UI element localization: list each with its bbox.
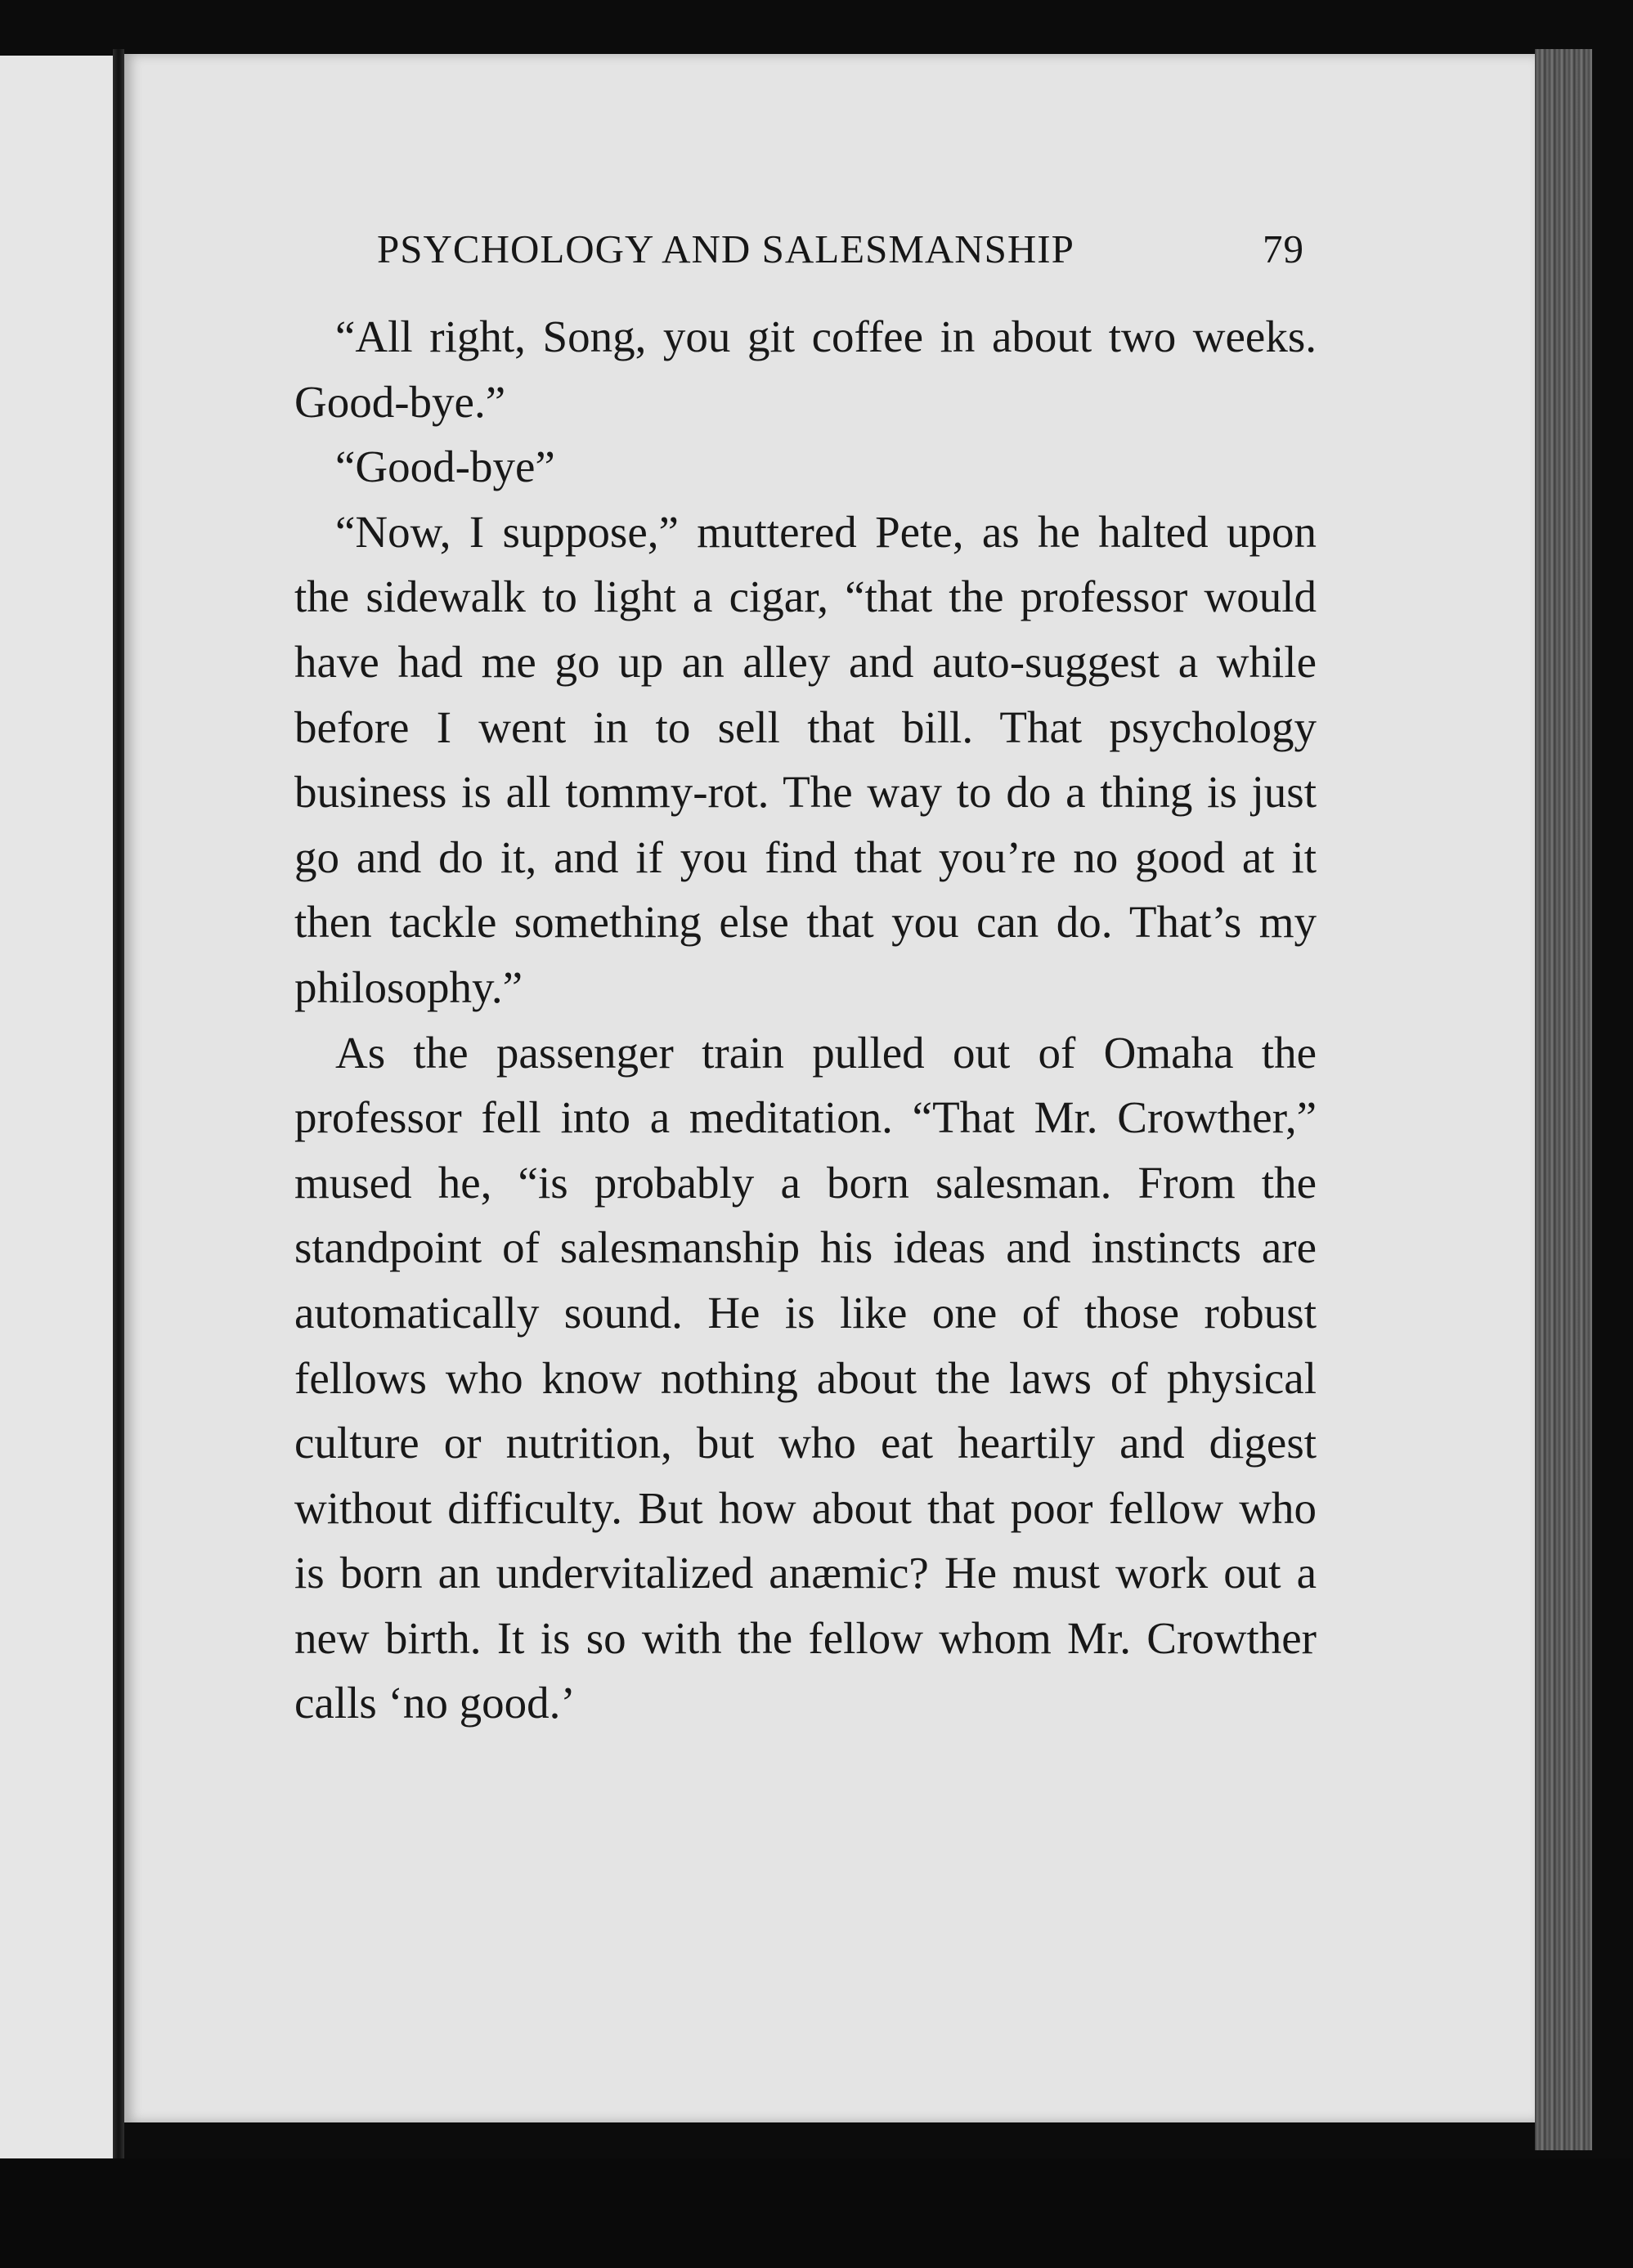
page-fore-edge — [1535, 49, 1592, 2150]
book-gutter — [113, 49, 124, 2191]
paragraph: As the passenger train pulled out of Omaha the professor fell into a meditation. “That Mr. Crowther,” mused he, “is probably a born salesman. From the standpoint of salesmanship his ideas and instincts are automatically sound. He is like one of those robust fellows who know nothing about the laws of physical culture or nutrition, but who eat heartily and digest without difficulty. But how about that poor fellow who is born an undervitalized anæmic? He must work out a new birth. It is so with the fellow whom Mr. Crowther calls ‘no good.’ — [294, 1027, 1317, 1728]
paragraph: “All right, Song, you git coffee in about two weeks. Good-bye.” — [294, 312, 1317, 427]
body-text — [294, 304, 1317, 1736]
paragraph: “Good-bye” — [335, 441, 555, 492]
running-head-title: PSYCHOLOGY AND SALESMANSHIP — [377, 226, 1074, 271]
scan-bottom-border — [0, 2158, 1633, 2268]
paragraph: “Now, I suppose,” muttered Pete, as he halted upon the sidewalk to light a cigar, “that the professor would have had me go up an alley and auto-suggest a while before I went in to sell that bill. That psychology business is all tommy-rot. The way to do a thing is just go and do it, and if you find that you’re no good at it then tackle something else that you can do. That’s my philosophy.” — [294, 506, 1317, 1012]
running-head — [252, 226, 1315, 291]
page-number: 79 — [1263, 226, 1304, 271]
previous-page-edge — [0, 56, 114, 2181]
